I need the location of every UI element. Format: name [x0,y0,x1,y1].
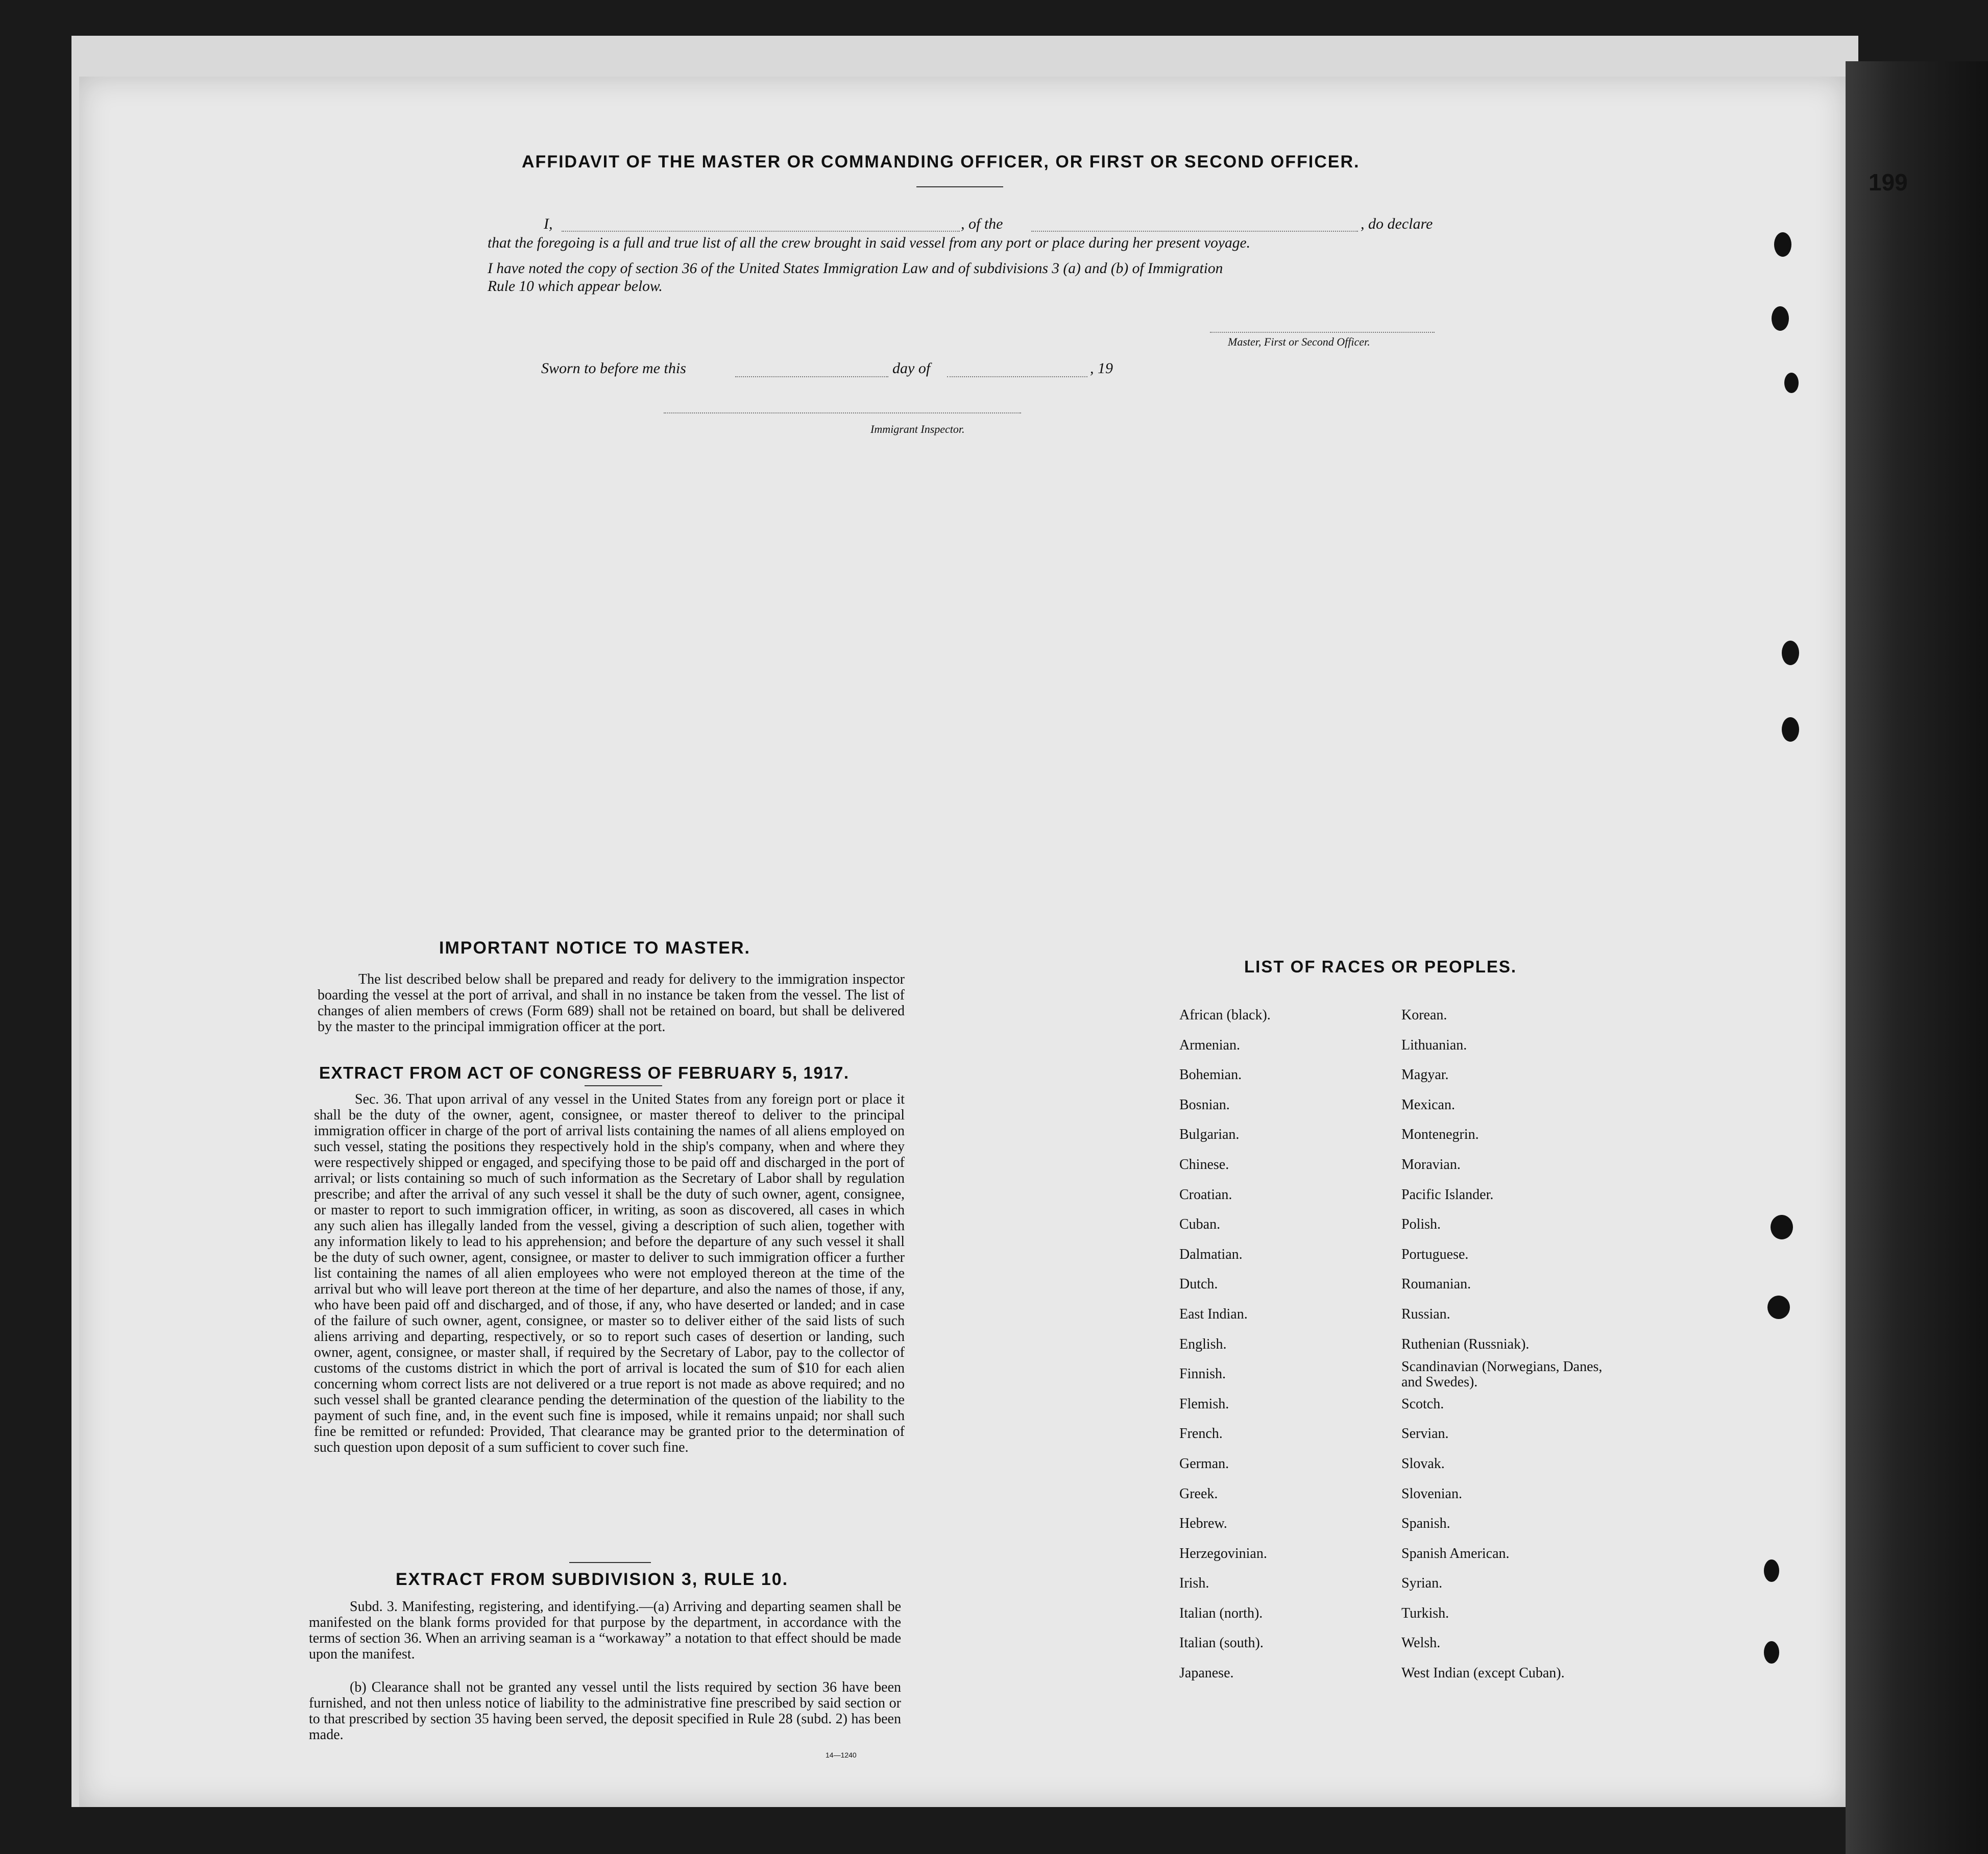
race-item: East Indian. [1179,1306,1248,1322]
binder-hole [1782,717,1799,742]
notice-text: The list described below shall be prepared and ready for delivery to the immigration inspector boarding the vessel at the port of arrival, and shall in no instance be taken from the vessel. The list of changes of alien members of crews (Form 689) shall not be retained on board, but shall be delivered by the master to the principal immigration officer at the port. [318,971,905,1035]
race-item: Portuguese. [1401,1246,1469,1262]
race-item: Spanish. [1401,1516,1450,1532]
binder-hole [1782,641,1799,665]
affidavit-line-3: I have noted the copy of section 36 of the United States Immigration Law and of subdivisions 3 (a) and (b) of Immigration [488,260,1223,277]
affidavit-declare: , do declare [1361,215,1433,232]
inspector-label: Immigrant Inspector. [870,423,965,435]
race-item: Japanese. [1179,1665,1234,1681]
vessel-field[interactable] [1031,231,1358,232]
race-item: Finnish. [1179,1366,1226,1382]
race-item: English. [1179,1336,1227,1352]
year-text: , 19 [1090,360,1113,377]
race-item: French. [1179,1426,1223,1442]
races-left-column [1179,1001,1271,1689]
race-item: Servian. [1401,1426,1449,1442]
rule-underline [569,1562,651,1563]
race-item: Flemish. [1179,1396,1229,1412]
race-item: Herzegovinian. [1179,1545,1267,1562]
race-item: Syrian. [1401,1575,1443,1592]
affidavit-line-2: that the foregoing is a full and true list of all the crew brought in said vessel from any port or place during her present voyage. [488,235,1250,251]
race-item: Welsh. [1401,1635,1441,1651]
extract-rule-a: Subd. 3. Manifesting, registering, and identifying.—(a) Arriving and departing seamen shall be manifested on the blank forms provided for that purpose by the department, in accordance with the terms of section 36. When an arriving seaman is a “workaway” a notation to that effect should be made upon the manifest. [309,1599,901,1662]
form-number: 14—1240 [826,1751,857,1759]
binder-hole [1772,306,1789,331]
races-title: LIST OF RACES OR PEOPLES. [1244,957,1517,976]
title-underline [916,186,1003,187]
race-item: Slovak. [1401,1455,1445,1472]
extract-rule-b: (b) Clearance shall not be granted any vessel until the lists required by section 36 have been furnished, and not then unless notice of liability to the administrative fine prescribed by said section or to that prescribed by section 35 having been served, the deposit specified in Rule 28 (subd. 2) has been made. [309,1679,901,1743]
extract-act-text: Sec. 36. That upon arrival of any vessel in the United States from any foreign port or place it shall be the duty of the owner, agent, consignee, or master thereof to deliver to the principal immigration officer in charge of the port of arrival lists containing the names of all aliens employed on such vessel, stating the positions they respectively hold in the ship's company, when and where they were respectively shipped or engaged, and specifying those to be paid off and discharged in the port of arrival; or lists containing so much of such information as the Secretary of Labor shall by regulation prescribe; and after the arrival of any such vessel it shall be the duty of such owner, agent, consignee, or master to report to such immigration officer, in writing, as soon as discovered, all cases in which any such alien has illegally landed from the vessel, giving a description of such alien, together with any information likely to lead to his apprehension; and before the departure of any such vessel it shall be the duty of such owner, agent, consignee, or master to deliver to such immigration officer a further list containing the names of all alien employees who were not employed thereon at the time of the arrival but who will leave port thereon at the time of her departure, and also the names of those, if any, who have been paid off and discharged, and of those, if any, who have deserted or landed; and in case of the failure of such owner, agent, consignee, or master so to deliver either of the said lists of such aliens arriving and departing, respectively, or so to report such cases of desertion or landing, such owner, agent, consignee, or master shall, if required by the Secretary of Labor, pay to the collector of customs of the customs district in which the port of arrival is located the sum of $10 for each alien concerning whom correct lists are not delivered or a true report is not made as above required; and no such vessel shall be granted clearance pending the determination of the question of the liability to the payment of such fine, and, in the event such fine is imposed, while it remains unpaid; nor shall such fine be remitted or refunded: Provided, That clearance may be granted prior to the determination of such question upon deposit of a sum sufficient to cover such fine. [314,1091,905,1455]
race-item: Spanish American. [1401,1545,1510,1562]
races-right-column [1401,1001,1616,1689]
affidavit-i: I, [544,215,553,232]
race-item: Polish. [1401,1216,1441,1233]
sworn-day-field[interactable] [735,376,888,377]
race-item: Italian (north). [1179,1605,1263,1621]
race-item: Bosnian. [1179,1096,1230,1113]
binder-hole [1784,373,1799,393]
affidavit-line-4: Rule 10 which appear below. [488,278,663,295]
inspector-signature-line[interactable] [664,412,1021,413]
race-item: Mexican. [1401,1096,1455,1113]
act-underline [585,1085,662,1086]
race-item: Montenegrin. [1401,1127,1479,1143]
race-item: Lithuanian. [1401,1037,1467,1053]
race-item: West Indian (except Cuban). [1401,1665,1565,1681]
race-item: Croatian. [1179,1186,1232,1203]
extract-rule-title: EXTRACT FROM SUBDIVISION 3, RULE 10. [396,1570,789,1589]
affidavit-title: AFFIDAVIT OF THE MASTER OR COMMANDING OFFICER, OR FIRST OR SECOND OFFICER. [522,152,1360,172]
extract-act-title: EXTRACT FROM ACT OF CONGRESS OF FEBRUARY 5, 1917. [319,1063,850,1082]
race-item: Ruthenian (Russniak). [1401,1336,1530,1352]
binder-hole [1764,1641,1779,1664]
race-item: Pacific Islander. [1401,1186,1494,1203]
race-item: Scotch. [1401,1396,1444,1412]
race-item: Bohemian. [1179,1067,1242,1083]
binder-hole [1774,232,1791,257]
race-item: Bulgarian. [1179,1127,1240,1143]
race-item: Korean. [1401,1007,1447,1023]
race-item: Irish. [1179,1575,1209,1592]
race-item: Dalmatian. [1179,1246,1243,1262]
race-item: Italian (south). [1179,1635,1264,1651]
race-item: Scandinavian (Norwegians, Danes, and Swedes). [1401,1359,1603,1390]
name-field[interactable] [562,231,960,232]
sworn-text: Sworn to before me this [541,360,686,377]
race-item: Moravian. [1401,1156,1461,1173]
affidavit-of-the: , of the [961,215,1003,232]
race-item: Armenian. [1179,1037,1240,1053]
race-item: German. [1179,1455,1229,1472]
binder-hole [1767,1296,1790,1319]
binding-edge [1846,61,1988,1854]
race-item: Slovenian. [1401,1485,1462,1502]
race-item: Greek. [1179,1485,1218,1502]
race-item: Magyar. [1401,1067,1449,1083]
race-item: Dutch. [1179,1276,1218,1292]
day-of-text: day of [892,360,931,377]
binder-hole [1764,1559,1779,1582]
page-number: 199 [1869,169,1908,196]
race-item: Hebrew. [1179,1516,1227,1532]
race-item: Roumanian. [1401,1276,1471,1292]
notice-title: IMPORTANT NOTICE TO MASTER. [439,938,750,958]
race-item: Chinese. [1179,1156,1229,1173]
race-item: Russian. [1401,1306,1450,1322]
race-item: African (black). [1179,1007,1271,1023]
master-signature-label: Master, First or Second Officer. [1228,335,1370,348]
sworn-month-field[interactable] [947,376,1087,377]
race-item: Cuban. [1179,1216,1221,1233]
master-signature-line[interactable] [1210,332,1435,333]
race-item: Turkish. [1401,1605,1449,1621]
binder-hole [1771,1215,1793,1239]
